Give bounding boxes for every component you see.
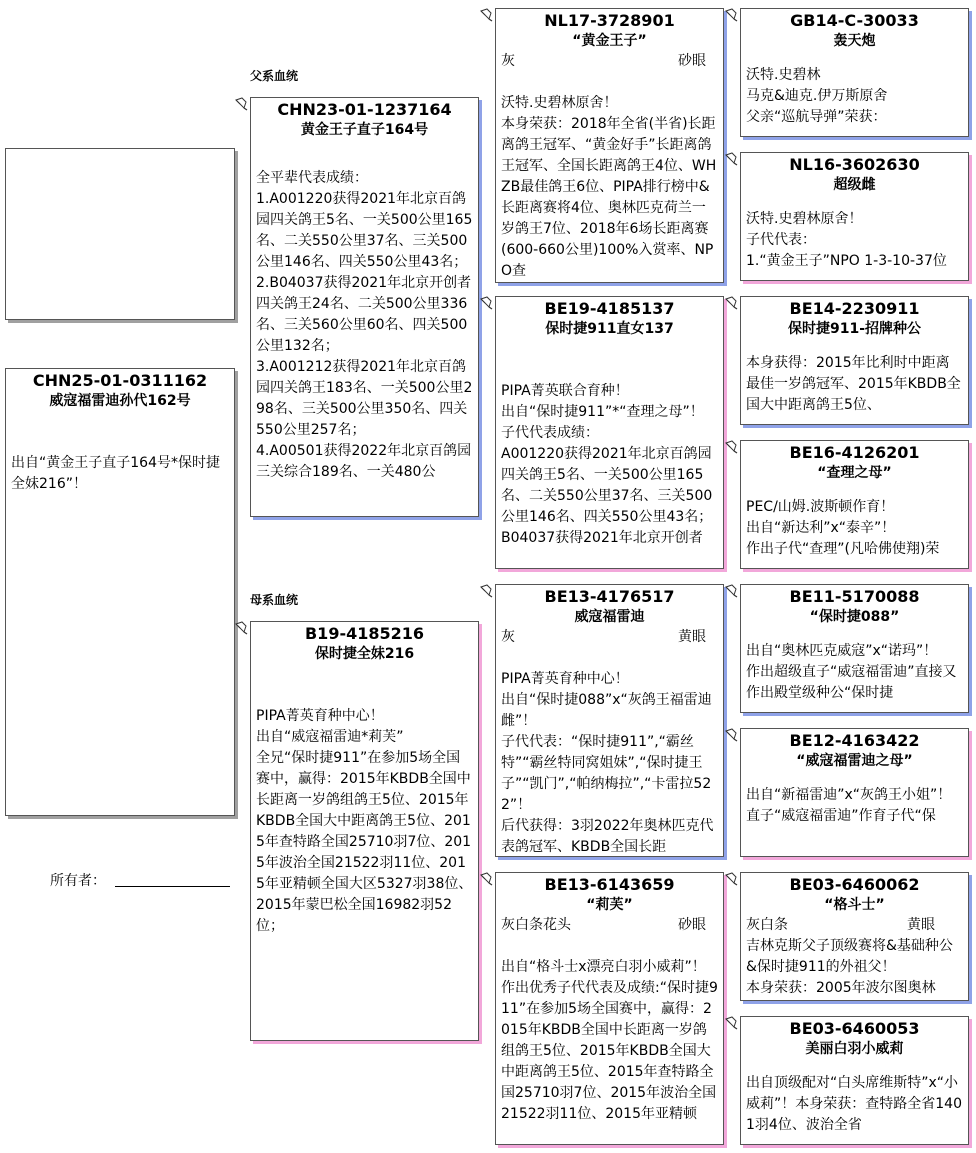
pin-icon (479, 8, 493, 22)
dsd-notes: 出自“新福雷迪”x“灰鸽王小姐”！ 直子“威寇福雷迪”作育子代“保 (746, 787, 952, 824)
dam-sire-ring-number: BE13-4176517 (544, 587, 675, 606)
dds-name: “格斗士” (824, 897, 885, 913)
pin-icon (234, 97, 248, 111)
dam-dam-notes: 出自“格斗士x漂亮白羽小威莉”！作出优秀子代代表及成绩:“保时捷911”在参加5场全国赛中，赢得：2015年KBDB全国中长距离一岁鸽组鸽王5位、2015年KBDB全国大中距离鸽王5位、2015年查特路全国25710羽7位、2015年波治全国21522羽11位、2015年亚精顿 (501, 959, 718, 1122)
ddd-name: 美丽白羽小威莉 (805, 1041, 904, 1057)
dsd-card (740, 728, 969, 857)
sds-ring-number: BE14-2230911 (789, 299, 920, 318)
sdd-notes: PEC/山姆.波斯顿作育！ 出自“新达利”x“泰辛”！ 作出子代“查理”(凡哈佛使翔)荣 (746, 499, 940, 557)
sire-notes: 全平辈代表成绩： 1.A001220获得2021年北京百鸽园四关鸽王5名、一关500公里165名、二关550公里37名、三关500公里146名、四关550公里43名； 2.B04037获得2021年北京开创者四关鸽王24名、二关500公里336名、三关560公里60名、四关500公里132名； 3.A001212获得2021年北京百鸽园四关鸽王183名、一关500公里298名、三关500公里350名、四关550公里257名； 4.A00501获得2022年北京百鸽园三关综合189名、一关480公 (256, 170, 473, 480)
dam-notes: PIPA菁英育种中心！ 出自“威寇福雷迪*莉芙” 全兄“保时捷911”在参加5场全国赛中，赢得：2015年KBDB全国中长距离一岁鸽组鸽王5位、2015年KBDB全国大中距离鸽王5位、2015年查特路全国25710羽7位、2015年波治全国21522羽11位、2015年亚精顿全国大区5327羽38位、2015年蒙巴松全国16982羽52位； (256, 708, 473, 934)
ssd-card (740, 152, 969, 281)
pin-icon (234, 621, 248, 635)
sss-name: 轰天炮 (833, 33, 876, 49)
dam-sire-color-row (501, 627, 718, 648)
dss-card (740, 584, 969, 713)
pin-icon (724, 152, 738, 166)
sss-notes: 沃特.史碧林 马克&迪克.伊万斯原舍 父亲“巡航导弹”荣获： (746, 67, 888, 125)
subject-ring-number: CHN25-01-0311162 (32, 371, 208, 390)
dds-card (740, 872, 969, 1001)
dam-dam-eye: 砂眼 (678, 917, 706, 933)
dam-dam-ring-number: BE13-6143659 (544, 875, 675, 894)
pin-icon (479, 296, 493, 310)
pin-icon (724, 296, 738, 310)
ddd-ring-number: BE03-6460053 (789, 1019, 920, 1038)
sdd-ring-number: BE16-4126201 (789, 443, 920, 462)
pin-icon (724, 872, 738, 886)
ssd-ring-number: NL16-3602630 (789, 155, 920, 174)
ddd-card (740, 1016, 969, 1145)
dam-sire-card (495, 584, 724, 857)
sire-sire-card (495, 8, 724, 283)
dam-card (250, 621, 479, 1041)
owner-signature-line (115, 886, 230, 887)
pin-icon (479, 584, 493, 598)
dds-color: 灰白条 (746, 917, 788, 933)
sds-name: 保时捷911-招牌种公 (787, 321, 922, 337)
dsd-ring-number: BE12-4163422 (789, 731, 920, 750)
dam-sire-notes: PIPA菁英育种中心！ 出自“保时捷088”x“灰鸽王福雷迪雌”！ 子代代表：“保时捷911”,“霸丝特”“霸丝特同窝姐妹”,“保时捷王子”“凯门”,“帕纳梅拉”,“卡雷拉522”！ 后代获得：3羽2022年奥林匹克代表鸽冠军、KBDB全国长距 (501, 671, 714, 855)
dam-line-label: 母系血统 (250, 593, 299, 607)
sire-sire-eye: 砂眼 (678, 53, 706, 69)
dss-notes: 出自“奥林匹克威寇”x“诺玛”！ 作出超级直子“威寇福雷迪”直接又作出殿堂级种公“保时捷 (746, 643, 957, 701)
dam-dam-color-row (501, 915, 718, 936)
sdd-name: “查理之母” (817, 465, 892, 481)
dam-sire-color: 灰 (501, 629, 515, 645)
sdd-card (740, 440, 969, 569)
owner-label: 所有者： (50, 873, 106, 889)
pin-icon (724, 440, 738, 454)
ssd-name: 超级雌 (833, 177, 876, 193)
sire-dam-ring-number: BE19-4185137 (544, 299, 675, 318)
dam-dam-card (495, 872, 724, 1145)
dam-dam-name: “莉芙” (586, 897, 633, 913)
pin-icon (479, 872, 493, 886)
photo-box (5, 148, 235, 320)
dds-color-row (746, 915, 963, 936)
dam-ring-number: B19-4185216 (304, 624, 425, 643)
sss-card (740, 8, 969, 137)
sss-ring-number: GB14-C-30033 (790, 11, 919, 30)
sire-card (250, 97, 479, 517)
dds-ring-number: BE03-6460062 (789, 875, 920, 894)
sire-line-label: 父系血统 (250, 69, 299, 83)
dam-name: 保时捷全妹216 (314, 646, 415, 662)
dam-dam-color: 灰白条花头 (501, 917, 571, 933)
pin-icon (724, 584, 738, 598)
sire-sire-name: “黄金王子” (572, 33, 647, 49)
sire-name: 黄金王子直子164号 (300, 122, 429, 138)
subject-notes: 出自“黄金王子直子164号*保时捷全妹216”！ (11, 455, 220, 492)
ddd-notes: 出自顶级配对“白头席维斯特”x“小威莉”！本身荣获：查特路全省1401羽4位、波治全省 (746, 1075, 962, 1133)
dds-eye: 黄眼 (907, 917, 935, 933)
dds-notes: 吉林克斯父子顶级赛将&基础种公&保时捷911的外祖父！ 本身荣获：2005年波尔图奥林 (746, 938, 953, 996)
sds-card (740, 296, 969, 425)
sds-notes: 本身获得：2015年比利时中距离最佳一岁鸽冠军、2015年KBDB全国大中距离鸽王5位、 (746, 355, 961, 413)
sire-sire-color: 灰 (501, 53, 515, 69)
sire-sire-color-row (501, 51, 718, 72)
sire-sire-ring-number: NL17-3728901 (544, 11, 675, 30)
sire-dam-name: 保时捷911直女137 (545, 321, 674, 337)
ssd-notes: 沃特.史碧林原舍！ 子代代表： 1.“黄金王子”NPO 1-3-10-37位 (746, 211, 947, 269)
sire-dam-notes: PIPA菁英联合育种！ 出自“保时捷911”*“查理之母”！ 子代代表成绩： A001220获得2021年北京百鸽园四关鸽王5名、一关500公里165名、二关550公里37名、三关500公里146名、四关550公里43名； B04037获得2021年北京开创者 (501, 383, 713, 546)
pin-icon (724, 728, 738, 742)
pin-icon (724, 8, 738, 22)
dss-name: “保时捷088” (809, 609, 900, 625)
dam-sire-eye: 黄眼 (678, 629, 706, 645)
sire-dam-card (495, 296, 724, 569)
subject-card (5, 368, 235, 816)
sire-sire-notes: 沃特.史碧林原舍！ 本身荣获：2018年全省(半省)长距离鸽王冠军、“黄金好手”长距离鸽王冠军、全国长距离鸽王4位、WHZB最佳鸽王6位、PIPA排行榜中&长距离赛将4位、奥林匹克荷兰一岁鸽王7位、2018年6场长距离赛(600-660公里)100%入赏率、NPO查 (501, 95, 717, 279)
subject-name: 威寇福雷迪孙代162号 (49, 393, 191, 409)
sire-ring-number: CHN23-01-1237164 (277, 100, 452, 119)
pin-icon (724, 1016, 738, 1030)
dam-sire-name: 威寇福雷迪 (574, 609, 645, 625)
dss-ring-number: BE11-5170088 (789, 587, 920, 606)
dsd-name: “威寇福雷迪之母” (796, 753, 913, 769)
